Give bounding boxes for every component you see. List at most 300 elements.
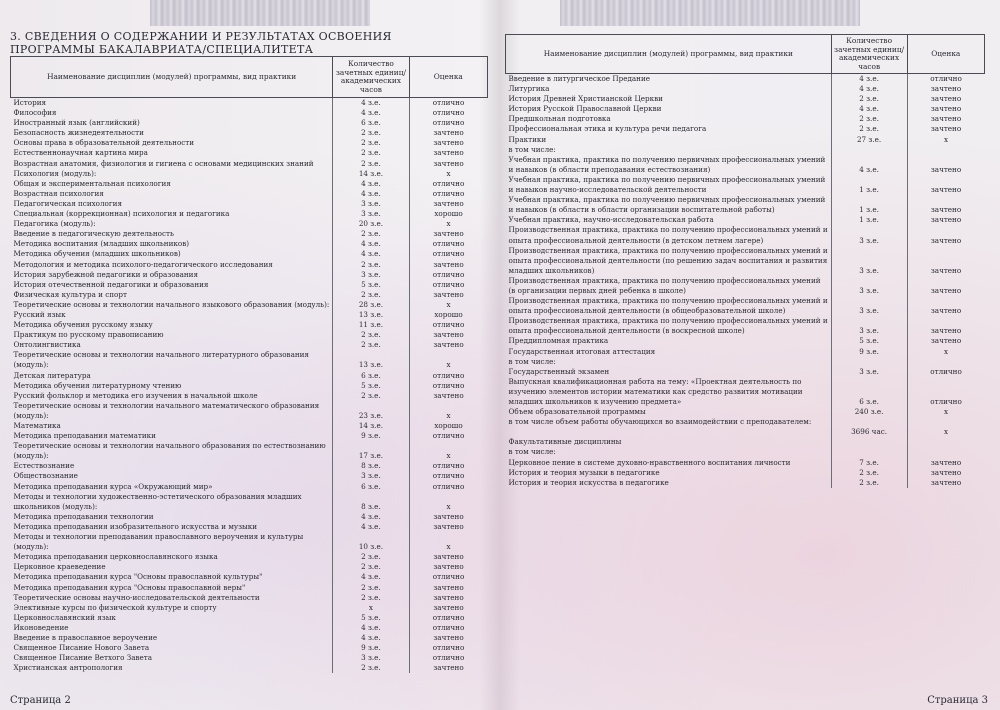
credits-cell: 3696 час.	[831, 427, 907, 437]
credits-cell: 3 з.е.	[333, 653, 409, 663]
discipline-cell: школьников (модуль):	[13, 501, 98, 511]
discipline-cell: в том числе:	[508, 447, 556, 457]
table-row	[11, 441, 488, 451]
discipline-cell: (модуль):	[13, 410, 49, 420]
discipline-cell: Обществознание	[13, 471, 78, 481]
table-row	[11, 552, 488, 562]
grade-cell: отлично	[907, 367, 984, 377]
credits-cell: 3 з.е.	[831, 326, 907, 336]
table-row	[506, 215, 985, 225]
discipline-cell: Производственная практика, практика по получению профессиональных умений и	[508, 225, 828, 235]
section-title	[10, 30, 392, 56]
grade-cell	[907, 316, 984, 326]
credits-cell: 14 з.е.	[333, 421, 409, 431]
discipline-cell: (модуль):	[13, 451, 49, 461]
table-row	[11, 128, 488, 138]
discipline-cell: Теоретические основы и технологии начального математического образования	[13, 400, 320, 410]
table-row	[11, 98, 488, 109]
discipline-cell: Методика преподавания церковнославянского языка	[13, 552, 218, 562]
credits-cell: 6 з.е.	[831, 397, 907, 407]
grade-cell: зачтено	[907, 468, 984, 478]
discipline-cell: Методика обучения (младших школьников)	[13, 249, 181, 259]
credits-cell: 2 з.е.	[333, 562, 409, 572]
grade-cell	[409, 401, 487, 411]
discipline-cell: Профессиональная этика и культура речи педагога	[508, 124, 707, 134]
table-row	[11, 411, 488, 421]
table-row	[11, 613, 488, 623]
table-row	[506, 276, 985, 286]
grade-cell: зачтено	[409, 552, 487, 562]
grade-cell: зачтено	[907, 326, 984, 336]
table-row	[506, 185, 985, 195]
grade-cell	[907, 296, 984, 306]
table-row	[506, 74, 985, 85]
table-row	[11, 482, 488, 492]
table-row	[506, 397, 985, 407]
table-row	[506, 256, 985, 266]
table-row	[11, 350, 488, 360]
credits-cell	[333, 441, 409, 451]
discipline-cell: в том числе:	[508, 144, 556, 154]
discipline-cell: опыта профессиональной деятельности (в воскресной школе)	[508, 326, 745, 336]
credits-cell: 5 з.е.	[333, 280, 409, 290]
table-row	[506, 468, 985, 478]
grade-cell: зачтено	[907, 185, 984, 195]
credits-cell: 3 з.е.	[831, 367, 907, 377]
table-row	[11, 199, 488, 209]
grade-cell: отлично	[409, 461, 487, 471]
table-row	[11, 290, 488, 300]
table-row	[11, 260, 488, 270]
section-title-line1: 3. СВЕДЕНИЯ О СОДЕРЖАНИИ И РЕЗУЛЬТАТАХ ОСВОЕНИЯ	[10, 30, 392, 43]
credits-cell: 9 з.е.	[333, 643, 409, 653]
discipline-cell: Русский фольклор и методика его изучения в начальной школе	[13, 390, 258, 400]
credits-cell: 2 з.е.	[831, 114, 907, 124]
discipline-cell: изучению элементов истории математики как средство развития мотивации	[508, 386, 803, 396]
grade-cell: зачтено	[409, 593, 487, 603]
header-discipline: Наименование дисциплин (модулей) программы, вид практики	[11, 57, 333, 98]
table-row	[506, 336, 985, 346]
discipline-cell: Государственная итоговая аттестация	[508, 346, 656, 356]
table-row	[506, 155, 985, 165]
table-row	[11, 492, 488, 502]
discipline-cell: (модуль):	[13, 542, 49, 552]
grade-cell: отлично	[409, 431, 487, 441]
table-row	[506, 84, 985, 94]
grade-cell: зачтено	[907, 124, 984, 134]
discipline-cell: Педагогика (модуль):	[13, 219, 96, 229]
table-row	[11, 179, 488, 189]
grade-cell	[907, 276, 984, 286]
table-row	[11, 219, 488, 229]
discipline-cell: Практики	[508, 134, 547, 144]
grade-cell: зачтено	[409, 340, 487, 350]
discipline-cell: Детская литература	[13, 370, 91, 380]
credits-cell: 9 з.е.	[333, 431, 409, 441]
credits-cell: 20 з.е.	[333, 219, 409, 229]
credits-cell: 6 з.е.	[333, 371, 409, 381]
discipline-cell: Общая и экспериментальная психология	[13, 178, 171, 188]
discipline-cell: опыта профессиональной деятельности (по решению задач воспитания и развития	[508, 255, 828, 265]
credits-cell: 7 з.е.	[831, 458, 907, 468]
credits-cell: 2 з.е.	[333, 663, 409, 673]
section-title-line2: ПРОГРАММЫ БАКАЛАВРИАТА/СПЕЦИАЛИТЕТА	[10, 43, 314, 56]
grade-cell: зачтено	[409, 663, 487, 673]
discipline-cell: История	[13, 98, 47, 107]
credits-cell: 5 з.е.	[831, 336, 907, 346]
credits-cell: 23 з.е.	[333, 411, 409, 421]
table-row	[11, 653, 488, 663]
grade-cell	[907, 256, 984, 266]
table-row	[506, 296, 985, 306]
credits-cell: 14 з.е.	[333, 169, 409, 179]
grade-cell: отлично	[409, 118, 487, 128]
header-grade: Оценка	[409, 57, 487, 98]
table-row	[11, 108, 488, 118]
table-row	[11, 280, 488, 290]
credits-cell: 3 з.е.	[333, 270, 409, 280]
grade-cell	[907, 387, 984, 397]
discipline-cell: История Древней Христианской Церкви	[508, 94, 663, 104]
credits-cell: 3 з.е.	[333, 471, 409, 481]
grade-cell: хорошо	[409, 421, 487, 431]
credits-cell	[831, 296, 907, 306]
credits-cell: 6 з.е.	[333, 482, 409, 492]
credits-cell: 4 з.е.	[333, 512, 409, 522]
grade-cell	[409, 441, 487, 451]
credits-cell	[831, 175, 907, 185]
discipline-cell: и навыков (в области в области организации воспитательной работы)	[508, 205, 775, 215]
table-row	[506, 286, 985, 296]
discipline-cell: Методика преподавания технологии	[13, 511, 154, 521]
discipline-cell: Методология и методика психолого-педагогического исследования	[13, 259, 273, 269]
discipline-cell: Методика преподавания курса "Основы православной веры"	[13, 582, 246, 592]
credits-cell	[831, 145, 907, 155]
table-row	[506, 94, 985, 104]
grade-cell	[409, 350, 487, 360]
table-row	[11, 471, 488, 481]
table-row	[11, 330, 488, 340]
credits-cell: 2 з.е.	[333, 593, 409, 603]
table-row	[11, 391, 488, 401]
discipline-cell: Преддипломная практика	[508, 336, 609, 346]
table-row	[506, 306, 985, 316]
grade-cell	[907, 246, 984, 256]
grade-cell: х	[907, 135, 984, 145]
table-row	[11, 381, 488, 391]
discipline-cell: Теоретические основы и технологии начального литературного образования	[13, 350, 309, 360]
table-row	[506, 205, 985, 215]
discipline-cell: опыта профессиональной деятельности (в общеобразовательной школе)	[508, 306, 786, 316]
credits-cell: 2 з.е.	[831, 468, 907, 478]
credits-cell: 8 з.е.	[333, 461, 409, 471]
discipline-cell: (в организации первых дней ребенка в школе)	[508, 285, 686, 295]
grade-cell: зачтено	[907, 165, 984, 175]
discipline-cell: Учебная практика, практика по получению первичных профессиональных умений	[508, 174, 826, 184]
discipline-cell: История и теория искусства в педагогике	[508, 477, 669, 487]
discipline-cell: История Русской Православной Церкви	[508, 104, 662, 114]
discipline-cell: Производственная практика, практика по получению профессиональных умений и	[508, 245, 828, 255]
grade-cell	[907, 377, 984, 387]
grade-cell: отлично	[409, 189, 487, 199]
credits-cell: 2 з.е.	[333, 290, 409, 300]
credits-cell: 13 з.е.	[333, 310, 409, 320]
table-row	[11, 371, 488, 381]
grade-cell: х	[409, 360, 487, 370]
grade-cell: отлично	[409, 572, 487, 582]
discipline-cell: Безопасность жизнедеятельности	[13, 128, 144, 138]
grade-cell: зачтено	[907, 205, 984, 215]
right-page	[505, 0, 1000, 710]
credits-cell: 4 з.е.	[831, 104, 907, 114]
credits-cell: 4 з.е.	[333, 623, 409, 633]
discipline-cell: и навыков научно-исследовательской деятельности	[508, 185, 707, 195]
credits-cell: 2 з.е.	[333, 552, 409, 562]
grade-cell: отлично	[409, 613, 487, 623]
credits-cell: 5 з.е.	[333, 381, 409, 391]
credits-cell: 4 з.е.	[333, 572, 409, 582]
table-row	[11, 593, 488, 603]
discipline-cell: Русский язык	[13, 309, 66, 319]
grade-cell: зачтено	[409, 583, 487, 593]
grade-cell: отлично	[409, 643, 487, 653]
discipline-cell: Физическая культура и спорт	[13, 289, 127, 299]
discipline-cell: Методика преподавания изобразительного искусства и музыки	[13, 521, 258, 531]
credits-cell: 2 з.е.	[831, 478, 907, 488]
page-number-right: Страница 3	[927, 695, 988, 706]
discipline-cell: Методы и технологии художественно-эстетического образования младших	[13, 491, 302, 501]
discipline-cell: Естественнонаучная картина мира	[13, 148, 148, 158]
table-row	[11, 249, 488, 259]
discipline-cell: Практикум по русскому правописанию	[13, 330, 164, 340]
header-credits: Количество зачетных единиц/ академических часов	[333, 57, 409, 98]
grade-cell: х	[409, 219, 487, 229]
discipline-cell: в том числе объем работы обучающихся во взаимодействии с преподавателем:	[508, 417, 812, 427]
discipline-cell: Методика воспитания (младших школьников)	[13, 239, 190, 249]
table-row	[11, 239, 488, 249]
discipline-cell: Производственная практика, практика по получению профессиональных умений и	[508, 316, 828, 326]
discipline-cell: Священное Писание Нового Завета	[13, 643, 150, 653]
table-row	[506, 478, 985, 488]
grade-cell: зачтено	[409, 148, 487, 158]
table-row	[11, 542, 488, 552]
credits-cell	[831, 256, 907, 266]
credits-cell	[831, 417, 907, 427]
credits-cell	[333, 532, 409, 542]
grade-cell: отлично	[409, 239, 487, 249]
page-number-left: Страница 2	[10, 695, 71, 706]
grade-cell: хорошо	[409, 310, 487, 320]
table-row	[11, 572, 488, 582]
grade-cell: зачтено	[907, 266, 984, 276]
grade-cell	[907, 145, 984, 155]
discipline-cell: Выпускная квалификационная работа на тему: «Проектная деятельность по	[508, 376, 802, 386]
grade-cell: х	[409, 169, 487, 179]
discipline-cell: Методы и технологии преподавания православного вероучения и культуры	[13, 532, 304, 542]
discipline-cell: Церковное пение в системе духовно-нравственного воспитания личности	[508, 457, 791, 467]
grade-cell	[907, 225, 984, 235]
discipline-cell: Введение в православное вероучение	[13, 632, 158, 642]
discipline-cell: Возрастная анатомия, физиология и гигиена с основами медицинских знаний	[13, 158, 314, 168]
credits-cell	[831, 437, 907, 447]
table-row	[506, 195, 985, 205]
table-row	[11, 169, 488, 179]
grade-cell: зачтено	[409, 159, 487, 169]
grade-cell: зачтено	[907, 286, 984, 296]
credits-cell: 2 з.е.	[333, 340, 409, 350]
table-row	[11, 340, 488, 350]
table-row	[506, 458, 985, 468]
credits-cell: 2 з.е.	[333, 229, 409, 239]
grade-cell: зачтено	[409, 128, 487, 138]
grade-cell: х	[409, 542, 487, 552]
grade-cell: отлично	[409, 471, 487, 481]
grade-cell: зачтено	[409, 633, 487, 643]
credits-cell: 2 з.е.	[831, 124, 907, 134]
grade-cell: зачтено	[907, 336, 984, 346]
credits-cell: 2 з.е.	[333, 128, 409, 138]
credits-cell: 13 з.е.	[333, 360, 409, 370]
discipline-cell: Иностранный язык (английский)	[13, 118, 140, 128]
table-row	[11, 229, 488, 239]
grades-table-right	[505, 34, 985, 488]
table-row	[11, 512, 488, 522]
grade-cell: отлично	[907, 397, 984, 407]
table-row	[506, 236, 985, 246]
grade-cell: отлично	[907, 74, 984, 85]
credits-cell: 1 з.е.	[831, 185, 907, 195]
discipline-cell: Методика преподавания курса «Окружающий мир»	[13, 481, 213, 491]
table-row	[11, 623, 488, 633]
credits-cell: 28 з.е.	[333, 300, 409, 310]
table-row	[506, 357, 985, 367]
table-row	[11, 320, 488, 330]
table-row	[11, 138, 488, 148]
header-grade: Оценка	[907, 35, 984, 74]
discipline-cell: Философия	[13, 108, 57, 118]
table-row	[11, 522, 488, 532]
discipline-cell: Теоретические основы и технологии начального образования по естествознанию	[13, 441, 326, 451]
credits-cell	[831, 155, 907, 165]
credits-cell: 4 з.е.	[333, 108, 409, 118]
discipline-cell: Математика	[13, 421, 61, 430]
table-row	[11, 310, 488, 320]
discipline-cell: Христианская антропология	[13, 663, 123, 673]
table-row	[506, 135, 985, 145]
grade-cell	[907, 417, 984, 427]
table-row	[506, 347, 985, 357]
grade-cell: хорошо	[409, 209, 487, 219]
credits-cell: 4 з.е.	[333, 633, 409, 643]
table-row	[11, 603, 488, 613]
discipline-cell: и навыков (в области преподавания естествознания)	[508, 164, 711, 174]
grade-cell	[409, 492, 487, 502]
discipline-cell: Естествознание	[13, 461, 75, 471]
credits-cell: 5 з.е.	[333, 613, 409, 623]
grade-cell: зачтено	[409, 229, 487, 239]
discipline-cell: История и теория музыки в педагогике	[508, 467, 660, 477]
discipline-cell: Теоретические основы научно-исследовательской деятельности	[13, 592, 260, 602]
credits-cell: 27 з.е.	[831, 135, 907, 145]
table-row	[506, 246, 985, 256]
grade-cell: зачтено	[907, 94, 984, 104]
discipline-cell: Государственный экзамен	[508, 366, 610, 376]
discipline-cell: Педагогическая психология	[13, 198, 122, 208]
discipline-cell: Учебная практика, научно-исследовательская работа	[508, 215, 714, 225]
credits-cell: 4 з.е.	[333, 522, 409, 532]
grade-cell: отлично	[409, 280, 487, 290]
grade-cell: зачтено	[907, 215, 984, 225]
credits-cell	[831, 195, 907, 205]
grade-cell	[907, 437, 984, 447]
credits-cell	[831, 276, 907, 286]
grade-cell: зачтено	[409, 562, 487, 572]
table-row	[11, 270, 488, 280]
credits-cell: 10 з.е.	[333, 542, 409, 552]
discipline-cell: в том числе:	[508, 356, 556, 366]
credits-cell: 1 з.е.	[831, 215, 907, 225]
credits-cell: 3 з.е.	[831, 306, 907, 316]
grade-cell: зачтено	[907, 104, 984, 114]
credits-cell	[831, 377, 907, 387]
discipline-cell: Методика обучения русскому языку	[13, 320, 153, 330]
discipline-cell: Элективные курсы по физической культуре и спорту	[13, 602, 217, 612]
credits-cell	[831, 225, 907, 235]
table-row	[11, 583, 488, 593]
table-row	[11, 189, 488, 199]
grade-cell: зачтено	[409, 512, 487, 522]
credits-cell: 4 з.е.	[333, 179, 409, 189]
discipline-cell: Иконоведение	[13, 622, 69, 632]
grade-cell	[907, 175, 984, 185]
credits-cell: 2 з.е.	[831, 94, 907, 104]
grade-cell: зачтено	[907, 458, 984, 468]
table-row	[11, 401, 488, 411]
discipline-cell: Предшкольная подготовка	[508, 114, 611, 124]
credits-cell: 2 з.е.	[333, 148, 409, 158]
table-row	[506, 114, 985, 124]
credits-cell: 4 з.е.	[333, 249, 409, 259]
credits-cell: 4 з.е.	[831, 74, 907, 85]
discipline-cell: Психология (модуль):	[13, 168, 97, 178]
table-row	[506, 387, 985, 397]
table-row	[11, 360, 488, 370]
grade-cell: зачтено	[409, 522, 487, 532]
grade-cell: х	[409, 300, 487, 310]
credits-cell	[831, 246, 907, 256]
grade-cell: х	[907, 347, 984, 357]
credits-cell: 2 з.е.	[333, 330, 409, 340]
discipline-cell: Возрастная психология	[13, 188, 104, 198]
table-row	[11, 421, 488, 431]
grade-cell: зачтено	[907, 84, 984, 94]
table-row	[11, 118, 488, 128]
grade-cell: отлично	[409, 482, 487, 492]
grade-cell	[907, 195, 984, 205]
table-row	[506, 124, 985, 134]
table-row	[506, 427, 985, 437]
credits-cell: 4 з.е.	[831, 84, 907, 94]
grade-cell	[907, 357, 984, 367]
credits-cell: 4 з.е.	[831, 165, 907, 175]
discipline-cell: История зарубежной педагогики и образования	[13, 269, 199, 279]
grade-cell: х	[409, 411, 487, 421]
credits-cell	[831, 357, 907, 367]
grade-cell: отлично	[409, 623, 487, 633]
grade-cell: зачтено	[907, 236, 984, 246]
grade-cell: зачтено	[409, 330, 487, 340]
credits-cell: 3 з.е.	[333, 209, 409, 219]
